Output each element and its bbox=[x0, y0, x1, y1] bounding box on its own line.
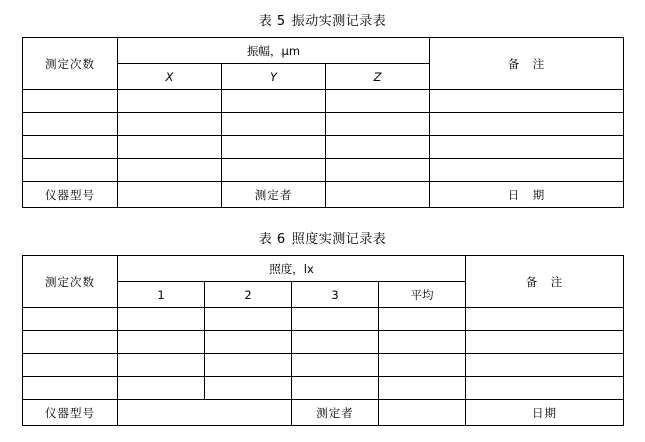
cell-measure-count[interactable] bbox=[23, 159, 118, 182]
vibration-record-table bbox=[22, 37, 624, 208]
header-col-2: 2 bbox=[205, 282, 292, 308]
table-header-row-top bbox=[23, 256, 624, 282]
footer-tester-label: 测定者 bbox=[222, 182, 326, 208]
table-caption-5 bbox=[22, 10, 623, 29]
cell-3[interactable] bbox=[292, 354, 379, 377]
footer-instrument-label: 仪器型号 bbox=[23, 182, 118, 208]
cell-1[interactable] bbox=[118, 331, 205, 354]
header-illuminance-group: 照度，lx bbox=[118, 256, 466, 282]
cell-average[interactable] bbox=[379, 377, 466, 400]
cell-average[interactable] bbox=[379, 354, 466, 377]
cell-measure-count[interactable] bbox=[23, 377, 118, 400]
cell-z[interactable] bbox=[326, 113, 430, 136]
cell-2[interactable] bbox=[205, 354, 292, 377]
footer-tester-label: 测定者 bbox=[292, 400, 379, 426]
header-axis-z: Z bbox=[326, 64, 430, 90]
cell-measure-count[interactable] bbox=[23, 308, 118, 331]
footer-tester-value[interactable] bbox=[379, 400, 466, 426]
cell-average[interactable] bbox=[379, 308, 466, 331]
table-row bbox=[23, 308, 624, 331]
header-axis-y: Y bbox=[222, 64, 326, 90]
cell-2[interactable] bbox=[205, 377, 292, 400]
header-axis-x: X bbox=[118, 64, 222, 90]
cell-1[interactable] bbox=[118, 377, 205, 400]
table-row bbox=[23, 159, 624, 182]
cell-measure-count[interactable] bbox=[23, 90, 118, 113]
cell-x[interactable] bbox=[118, 159, 222, 182]
footer-date-label: 日 期 bbox=[430, 182, 624, 208]
cell-remark[interactable] bbox=[430, 159, 624, 182]
header-remark: 备 注 bbox=[430, 38, 624, 90]
cell-y[interactable] bbox=[222, 113, 326, 136]
cell-3[interactable] bbox=[292, 308, 379, 331]
cell-x[interactable] bbox=[118, 113, 222, 136]
cell-y[interactable] bbox=[222, 136, 326, 159]
table-row bbox=[23, 377, 624, 400]
table-row bbox=[23, 354, 624, 377]
cell-z[interactable] bbox=[326, 136, 430, 159]
cell-remark[interactable] bbox=[430, 113, 624, 136]
header-col-1: 1 bbox=[118, 282, 205, 308]
cell-x[interactable] bbox=[118, 90, 222, 113]
header-col-average: 平均 bbox=[379, 282, 466, 308]
footer-tester-value[interactable] bbox=[326, 182, 430, 208]
table-row bbox=[23, 136, 624, 159]
footer-instrument-value[interactable] bbox=[118, 400, 292, 426]
table-row bbox=[23, 331, 624, 354]
table-caption-number-6: 表 6 bbox=[258, 232, 286, 247]
cell-average[interactable] bbox=[379, 331, 466, 354]
table-block-illuminance bbox=[22, 228, 623, 426]
table-row bbox=[23, 113, 624, 136]
footer-date-label: 日期 bbox=[466, 400, 624, 426]
cell-measure-count[interactable] bbox=[23, 354, 118, 377]
table-block-vibration bbox=[22, 10, 623, 208]
header-amplitude-group: 振幅，μm bbox=[118, 38, 430, 64]
header-col-3: 3 bbox=[292, 282, 379, 308]
cell-3[interactable] bbox=[292, 331, 379, 354]
table-caption-title-5: 振动实测记录表 bbox=[291, 14, 387, 29]
cell-measure-count[interactable] bbox=[23, 136, 118, 159]
cell-remark[interactable] bbox=[430, 136, 624, 159]
cell-1[interactable] bbox=[118, 354, 205, 377]
cell-x[interactable] bbox=[118, 136, 222, 159]
footer-instrument-label: 仪器型号 bbox=[23, 400, 118, 426]
cell-remark[interactable] bbox=[466, 354, 624, 377]
table-row bbox=[23, 90, 624, 113]
table-footer-row bbox=[23, 400, 624, 426]
cell-3[interactable] bbox=[292, 377, 379, 400]
header-measure-count: 测定次数 bbox=[23, 256, 118, 308]
table-footer-row bbox=[23, 182, 624, 208]
cell-2[interactable] bbox=[205, 308, 292, 331]
cell-2[interactable] bbox=[205, 331, 292, 354]
cell-remark[interactable] bbox=[466, 308, 624, 331]
cell-remark[interactable] bbox=[466, 331, 624, 354]
table-caption-title-6: 照度实测记录表 bbox=[291, 232, 387, 247]
cell-z[interactable] bbox=[326, 159, 430, 182]
illuminance-record-table bbox=[22, 255, 624, 426]
table-caption-6 bbox=[22, 228, 623, 247]
table-header-row-top bbox=[23, 38, 624, 64]
cell-y[interactable] bbox=[222, 90, 326, 113]
cell-y[interactable] bbox=[222, 159, 326, 182]
cell-measure-count[interactable] bbox=[23, 113, 118, 136]
table-caption-number-5: 表 5 bbox=[258, 14, 286, 29]
header-remark: 备 注 bbox=[466, 256, 624, 308]
cell-1[interactable] bbox=[118, 308, 205, 331]
cell-remark[interactable] bbox=[466, 377, 624, 400]
cell-z[interactable] bbox=[326, 90, 430, 113]
header-measure-count: 测定次数 bbox=[23, 38, 118, 90]
cell-measure-count[interactable] bbox=[23, 331, 118, 354]
cell-remark[interactable] bbox=[430, 90, 624, 113]
footer-instrument-value[interactable] bbox=[118, 182, 222, 208]
